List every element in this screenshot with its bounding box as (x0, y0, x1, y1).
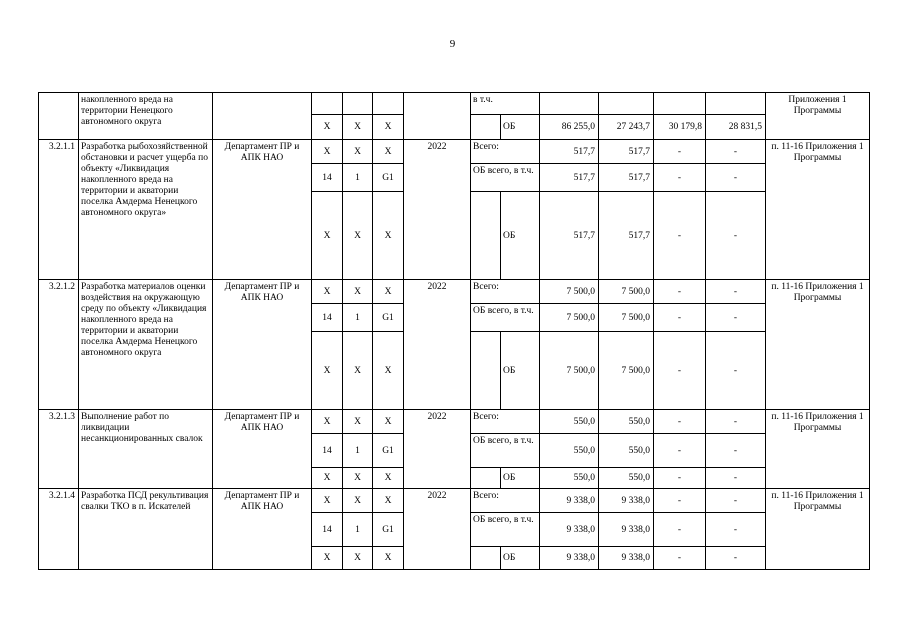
value-cell: - (654, 280, 706, 304)
value-cell: - (654, 547, 706, 570)
table-row (39, 280, 870, 304)
executor-cell (213, 93, 312, 140)
value-cell: - (706, 140, 766, 164)
value-cell: - (654, 332, 706, 410)
code-cell: Х (343, 192, 373, 280)
executor-cell: Департамент ПР и АПК НАО (213, 410, 312, 489)
code-cell: Х (343, 547, 373, 570)
value-cell: - (706, 304, 766, 332)
executor-cell: Департамент ПР и АПК НАО (213, 140, 312, 280)
value-cell: 550,0 (540, 468, 599, 489)
code-cell: Х (373, 115, 404, 140)
year-cell: 2022 (404, 489, 471, 570)
value-cell: - (706, 468, 766, 489)
value-cell: 550,0 (540, 410, 599, 434)
code-cell (343, 93, 373, 115)
subsource-cell: ОБ (501, 115, 540, 140)
source-cell: ОБ всего, в т.ч. (471, 304, 540, 332)
value-cell: 9 338,0 (599, 489, 654, 513)
code-cell: Х (373, 547, 404, 570)
code-cell: 14 (312, 434, 343, 468)
value-cell: 28 831,5 (706, 115, 766, 140)
code-cell: 1 (343, 304, 373, 332)
value-cell: 517,7 (540, 192, 599, 280)
value-cell: 7 500,0 (599, 280, 654, 304)
value-cell: - (654, 140, 706, 164)
source-cell (471, 332, 501, 410)
code-cell (373, 93, 404, 115)
value-cell (599, 93, 654, 115)
source-cell: Всего: (471, 489, 540, 513)
code-cell: Х (343, 140, 373, 164)
table-body (39, 93, 870, 570)
source-cell: Всего: (471, 140, 540, 164)
value-cell: 517,7 (599, 192, 654, 280)
code-cell: Х (343, 468, 373, 489)
value-cell: 550,0 (540, 434, 599, 468)
source-cell (471, 192, 501, 280)
value-cell: 517,7 (599, 164, 654, 192)
code-cell: Х (373, 468, 404, 489)
value-cell: - (706, 192, 766, 280)
code-cell: G1 (373, 304, 404, 332)
value-cell: - (706, 332, 766, 410)
code-cell: Х (373, 332, 404, 410)
item-number-cell (39, 93, 79, 140)
value-cell: - (706, 489, 766, 513)
value-cell: 517,7 (540, 164, 599, 192)
value-cell: - (654, 410, 706, 434)
value-cell: 550,0 (599, 410, 654, 434)
code-cell: 1 (343, 434, 373, 468)
note-cell: п. 11-16 Приложения 1 Программы (766, 280, 870, 410)
value-cell: - (706, 547, 766, 570)
table-row (39, 93, 870, 115)
item-number-cell: 3.2.1.2 (39, 280, 79, 410)
code-cell: Х (373, 192, 404, 280)
code-cell: Х (343, 410, 373, 434)
value-cell: 9 338,0 (599, 547, 654, 570)
source-cell (471, 547, 501, 570)
note-cell: п. 11-16 Приложения 1 Программы (766, 410, 870, 489)
source-cell: ОБ всего, в т.ч. (471, 513, 540, 547)
year-cell (404, 93, 471, 140)
subsource-cell: ОБ (501, 192, 540, 280)
code-cell: Х (312, 489, 343, 513)
source-cell: Всего: (471, 280, 540, 304)
value-cell: 517,7 (599, 140, 654, 164)
value-cell: - (706, 164, 766, 192)
value-cell: - (706, 280, 766, 304)
code-cell: 1 (343, 164, 373, 192)
item-name-cell: Выполнение работ по ликвидации несанкционированных свалок (79, 410, 213, 489)
code-cell: Х (343, 280, 373, 304)
code-cell: G1 (373, 513, 404, 547)
code-cell: G1 (373, 434, 404, 468)
item-number-cell: 3.2.1.1 (39, 140, 79, 280)
code-cell: G1 (373, 164, 404, 192)
item-name-cell: Разработка рыбохозяйственной обстановки и расчет ущерба по объекту «Ликвидация накопленного вреда на территории и акватории поселка Амдерма Ненецкого автономного округа» (79, 140, 213, 280)
program-table (38, 92, 870, 570)
year-cell: 2022 (404, 410, 471, 489)
value-cell: 9 338,0 (540, 513, 599, 547)
subsource-cell: ОБ (501, 332, 540, 410)
executor-cell: Департамент ПР и АПК НАО (213, 280, 312, 410)
value-cell: 9 338,0 (540, 547, 599, 570)
code-cell: Х (373, 280, 404, 304)
value-cell: 7 500,0 (540, 280, 599, 304)
item-name-cell: Разработка ПСД рекультивация свалки ТКО в п. Искателей (79, 489, 213, 570)
table-row (39, 140, 870, 164)
code-cell (312, 93, 343, 115)
value-cell: 7 500,0 (599, 304, 654, 332)
value-cell: 550,0 (599, 434, 654, 468)
executor-cell: Департамент ПР и АПК НАО (213, 489, 312, 570)
code-cell: Х (312, 280, 343, 304)
value-cell: - (654, 489, 706, 513)
value-cell: - (654, 192, 706, 280)
code-cell: Х (312, 140, 343, 164)
value-cell (706, 93, 766, 115)
value-cell: 7 500,0 (540, 332, 599, 410)
value-cell: - (654, 513, 706, 547)
year-cell: 2022 (404, 280, 471, 410)
value-cell: - (654, 164, 706, 192)
source-cell (471, 115, 501, 140)
code-cell: Х (312, 410, 343, 434)
source-cell: Всего: (471, 410, 540, 434)
item-number-cell: 3.2.1.3 (39, 410, 79, 489)
code-cell: Х (373, 489, 404, 513)
source-cell (471, 468, 501, 489)
code-cell: Х (312, 115, 343, 140)
code-cell: 14 (312, 304, 343, 332)
value-cell: 7 500,0 (540, 304, 599, 332)
item-name-cell: Разработка материалов оценки воздействия на окружающую среду по объекту «Ликвидация накопленного вреда на территории и акватории поселка Амдерма Ненецкого автономного округа (79, 280, 213, 410)
note-cell: п. 11-16 Приложения 1 Программы (766, 489, 870, 570)
value-cell: - (706, 434, 766, 468)
value-cell: - (654, 468, 706, 489)
item-number-cell: 3.2.1.4 (39, 489, 79, 570)
code-cell: Х (312, 192, 343, 280)
subsource-cell: ОБ (501, 468, 540, 489)
code-cell: Х (343, 115, 373, 140)
code-cell: Х (343, 489, 373, 513)
code-cell: Х (343, 332, 373, 410)
item-name-cell: накопленного вреда на территории Ненецкого автономного округа (79, 93, 213, 140)
code-cell: Х (312, 547, 343, 570)
subsource-cell: ОБ (501, 547, 540, 570)
code-cell: 14 (312, 513, 343, 547)
value-cell: - (654, 434, 706, 468)
source-cell: ОБ всего, в т.ч. (471, 434, 540, 468)
code-cell: Х (312, 332, 343, 410)
code-cell: 14 (312, 164, 343, 192)
value-cell: 86 255,0 (540, 115, 599, 140)
value-cell: 7 500,0 (599, 332, 654, 410)
note-cell: Приложения 1 Программы (766, 93, 870, 140)
code-cell: Х (373, 140, 404, 164)
code-cell: Х (312, 468, 343, 489)
value-cell: 9 338,0 (540, 489, 599, 513)
source-cell: ОБ всего, в т.ч. (471, 164, 540, 192)
value-cell: 517,7 (540, 140, 599, 164)
value-cell (540, 93, 599, 115)
value-cell: - (706, 513, 766, 547)
value-cell: 9 338,0 (599, 513, 654, 547)
table-row (39, 410, 870, 434)
value-cell: 27 243,7 (599, 115, 654, 140)
value-cell: - (706, 410, 766, 434)
value-cell: 550,0 (599, 468, 654, 489)
year-cell: 2022 (404, 140, 471, 280)
table-row (39, 489, 870, 513)
note-cell: п. 11-16 Приложения 1 Программы (766, 140, 870, 280)
code-cell: Х (373, 410, 404, 434)
code-cell: 1 (343, 513, 373, 547)
source-cell: в т.ч. (471, 93, 540, 115)
page-number: 9 (449, 38, 456, 50)
value-cell: 30 179,8 (654, 115, 706, 140)
value-cell (654, 93, 706, 115)
value-cell: - (654, 304, 706, 332)
